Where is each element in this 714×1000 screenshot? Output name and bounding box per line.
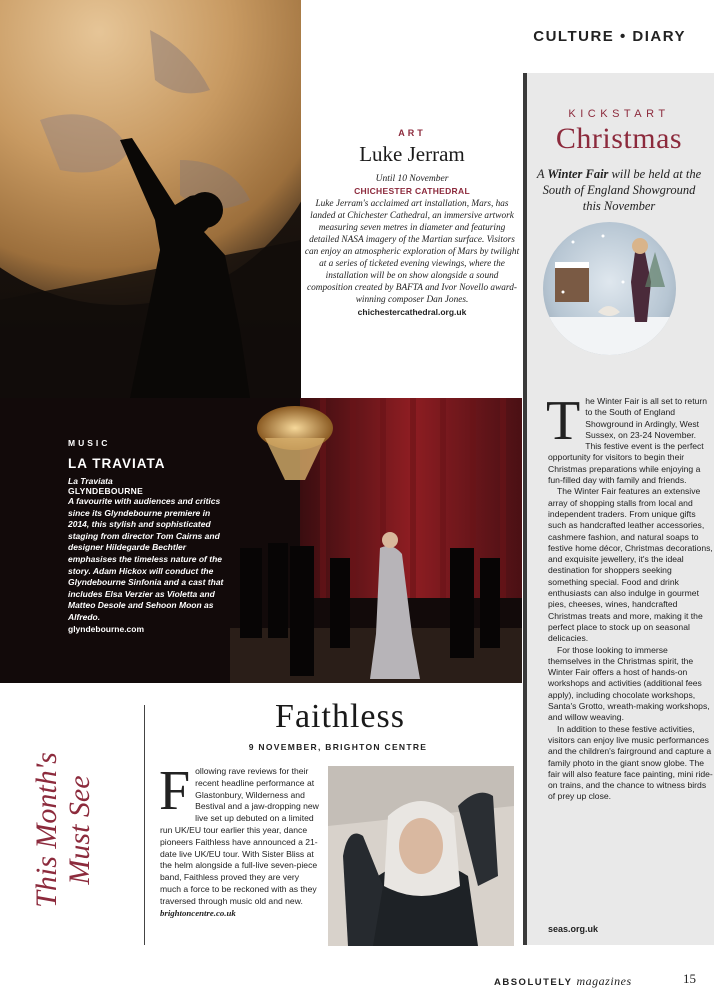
page-number: 15 [683, 971, 696, 986]
faithless-article [159, 760, 320, 919]
christmas-paragraph-3: For those looking to immerse themselves in the Christmas spirit, the Winter Fair offers a host of hands-on workshops and activities (additional fees apply), including chocolate workshops, Santa's Grotto, wreath-making workshops, and willow weaving. [548, 644, 710, 723]
must-see-rule [144, 705, 145, 945]
christmas-kicker: KICKSTART [568, 108, 670, 120]
christmas-paragraph-1: he Winter Fair is all set to return to the South of England Showground in Ardingly, West Sussex, on 23-24 November. This festive event is the perfect opportunity for visitors to begin their Christmas preparations while enjoying a fun-filled day with family and friends. [548, 396, 708, 486]
art-body: Luke Jerram's acclaimed art installation, Mars, has landed at Chichester Cathedral, an immersive artwork measuring seven metres in diameter and featuring detailed NASA imagery of the Martian surface. Visitors can enjoy an atmospheric exploration of Mars by twilight at a series of ticketed evening viewings, where the installation will be on show alongside a sound composition created by BAFTA and Ivor Novello award-winning composer Dan Jones. [304, 199, 520, 305]
art-listing [304, 128, 520, 317]
must-see-text [30, 720, 96, 940]
footer-brand: ABSOLUTELY magazines [494, 974, 632, 988]
music-kicker: MUSIC [68, 438, 111, 448]
must-see-line-1: This Month's [30, 752, 63, 908]
faithless-dropcap: F [159, 760, 191, 822]
art-kicker: ART [398, 128, 426, 138]
sister-bliss-photo [328, 766, 514, 946]
faithless-title: Faithless [275, 698, 405, 735]
christmas-dek: A Winter Fair will be held at the South of England Showground this November [536, 167, 702, 213]
christmas-title: Christmas [555, 122, 683, 155]
music-title: LA TRAVIATA [68, 456, 166, 471]
christmas-paragraph-4: In addition to these festive activities, visitors can enjoy live music performances and the children's fairground and capture a family photo in the giant snow globe. The fair will also feature face painting, mini ride-on trains, and the chance to witness birds of prey up close. [548, 723, 713, 802]
faithless-link[interactable]: brightoncentre.co.uk [160, 907, 236, 918]
music-subtitle: La Traviata [68, 476, 113, 486]
christmas-dropcap: T [546, 390, 581, 452]
faithless-body: ollowing rave reviews for their recent headline performance at Glastonbury, Wilderness and Bestival and a jaw-dropping new live set up debuted on a limited run UK/EU tour earlier this year, dance pioneers Faithless have announced a 21-date live UK/EU tour. With Sister Bliss at the helm alongside a full-live seven-piece band, Faithless proved they are very much a force to be reckoned with as they traversed through music old and new. [160, 766, 319, 906]
christmas-link[interactable]: seas.org.uk [548, 924, 599, 934]
faithless-date: 9 NOVEMBER, BRIGHTON CENTRE [248, 742, 428, 752]
mars-illustration [0, 0, 301, 398]
must-see-label [30, 720, 140, 940]
art-title: Luke Jerram [359, 142, 465, 166]
must-see-line-2: Must See [63, 775, 96, 885]
music-venue: GLYNDEBOURNE [68, 486, 144, 496]
christmas-header [535, 108, 703, 214]
sister-bliss-illustration [328, 766, 514, 946]
mars-installation-photo [0, 0, 301, 398]
snow-globe-photo [543, 222, 676, 355]
music-body: A favourite with audiences and critics since its Glyndebourne premiere in 2014, this stylish and sophisticated staging from director Tom Cairns and designer Hildegarde Bechtler emphasises the timeless nature of the story. Adam Hickox will conduct the Glyndebourne Sinfonia and a cast that includes Elsa Verzier as Violetta and Matteo Desole and Sehoon Moon as Alfredo. [68, 496, 224, 622]
christmas-article [546, 390, 713, 803]
section-header: CULTURE • DIARY [533, 28, 686, 45]
christmas-paragraph-2: The Winter Fair features an extensive array of shopping stalls from local and independent traders. From unique gifts such as handcrafted leather accessories, cashmere fashion, and natural soaps to festive home décor, Christmas decorations, and exquisite jewellery, it's the ideal destination for shoppers seeking something special. Food and drink enthusiasts can also indulge in gourmet pies, cheeses, wines, handcrafted Christmas treats and more, making it the perfect place to stock up on seasonal delicacies. [548, 486, 713, 644]
music-listing [68, 438, 228, 634]
snow-globe-illustration [543, 222, 676, 355]
art-date: Until 10 November [375, 174, 449, 184]
sidebar-rule [523, 73, 527, 945]
art-link[interactable]: chichestercathedral.org.uk [357, 307, 467, 317]
art-venue: CHICHESTER CATHEDRAL [354, 186, 470, 196]
music-link[interactable]: glyndebourne.com [68, 623, 145, 634]
